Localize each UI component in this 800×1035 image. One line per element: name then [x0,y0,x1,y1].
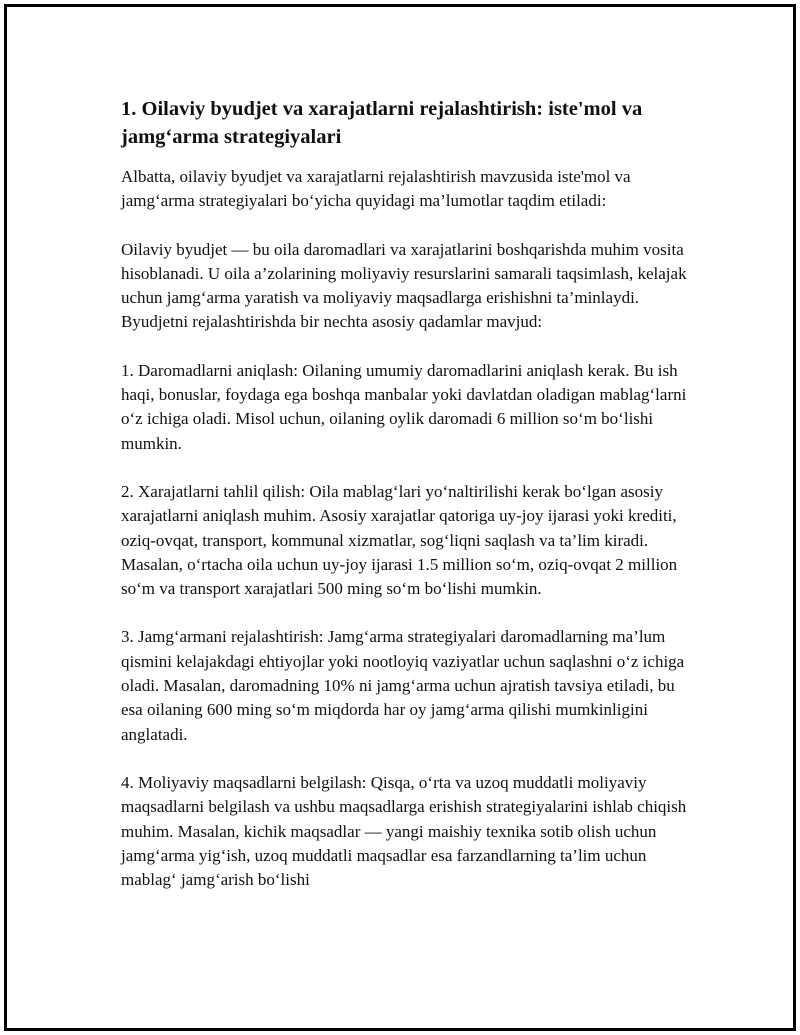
page-title: 1. Oilaviy byudjet va xarajatlarni rejalashtirish: iste'mol va jamg‘arma strategiyalari [121,98,643,148]
paragraph-step-savings: 3. Jamg‘armani rejalashtirish: Jamg‘arma strategiyalari daromadlarning ma’lum qismini kelajakdagi ehtiyojlar yoki nootloyiq vaziyatlar uchun saqlashni o‘z ichiga oladi. Masalan, daromadning 10% ni jamg‘arma uchun ajratish tavsiya etiladi, bu esa oilaning 600 ming so‘m miqdorda har oy jamg‘arma qilishi mumkinligini anglatadi. [121,627,685,744]
page-frame [4,4,796,1031]
paragraph-budget-definition: Oilaviy byudjet — bu oila daromadlari va xarajatlarini boshqarishda muhim vosita hisoblanadi. U oila a’zolarining moliyaviy resurslarini samarali taqsimlash, kelajak uchun jamg‘arma yaratish va moliyaviy maqsadlarga erishishni ta’minlaydi. Byudjetni rejalashtirishda bir nechta asosiy qadamlar mavjud: [121,239,687,332]
paragraph-intro: Albatta, oilaviy byudjet va xarajatlarni rejalashtirish mavzusida iste'mol va jamg‘arma strategiyalari bo‘yicha quyidagi ma’lumotlar taqdim etiladi: [121,167,631,211]
paragraph-step-goals: 4. Moliyaviy maqsadlarni belgilash: Qisqa, o‘rta va uzoq muddatli moliyaviy maqsadlarni belgilash va ushbu maqsadlarga erishish strategiyalarini ishlab chiqish muhim. Masalan, kichik maqsadlar — yangi maishiy texnika sotib olish uchun jamg‘arma yig‘ish, uzoq muddatli maqsadlar esa farzandlarning ta’lim uchun mablag‘ jamg‘arish bo‘lishi [121,772,687,890]
document-body [121,95,691,916]
paragraph-step-income: 1. Daromadlarni aniqlash: Oilaning umumiy daromadlarini aniqlash kerak. Bu ish haqi, bonuslar, foydaga ega boshqa manbalar yoki davlatdan oladigan mablag‘larni o‘z ichiga oladi. Misol uchun, oilaning oylik daromadi 6 million so‘m bo‘lishi mumkin. [121,360,687,453]
paragraph-step-expenses: 2. Xarajatlarni tahlil qilish: Oila mablag‘lari yo‘naltirilishi kerak bo‘lgan asosiy xarajatlarni aniqlash muhim. Asosiy xarajatlar qatoriga uy-joy ijarasi yoki krediti, oziq-ovqat, transport, kommunal xizmatlar, sog‘liqni saqlash va ta’lim kiradi. Masalan, o‘rtacha oila uchun uy-joy ijarasi 1.5 million so‘m, oziq-ovqat 2 million so‘m va transport xarajatlari 500 ming so‘m bo‘lishi mumkin. [121,481,678,599]
